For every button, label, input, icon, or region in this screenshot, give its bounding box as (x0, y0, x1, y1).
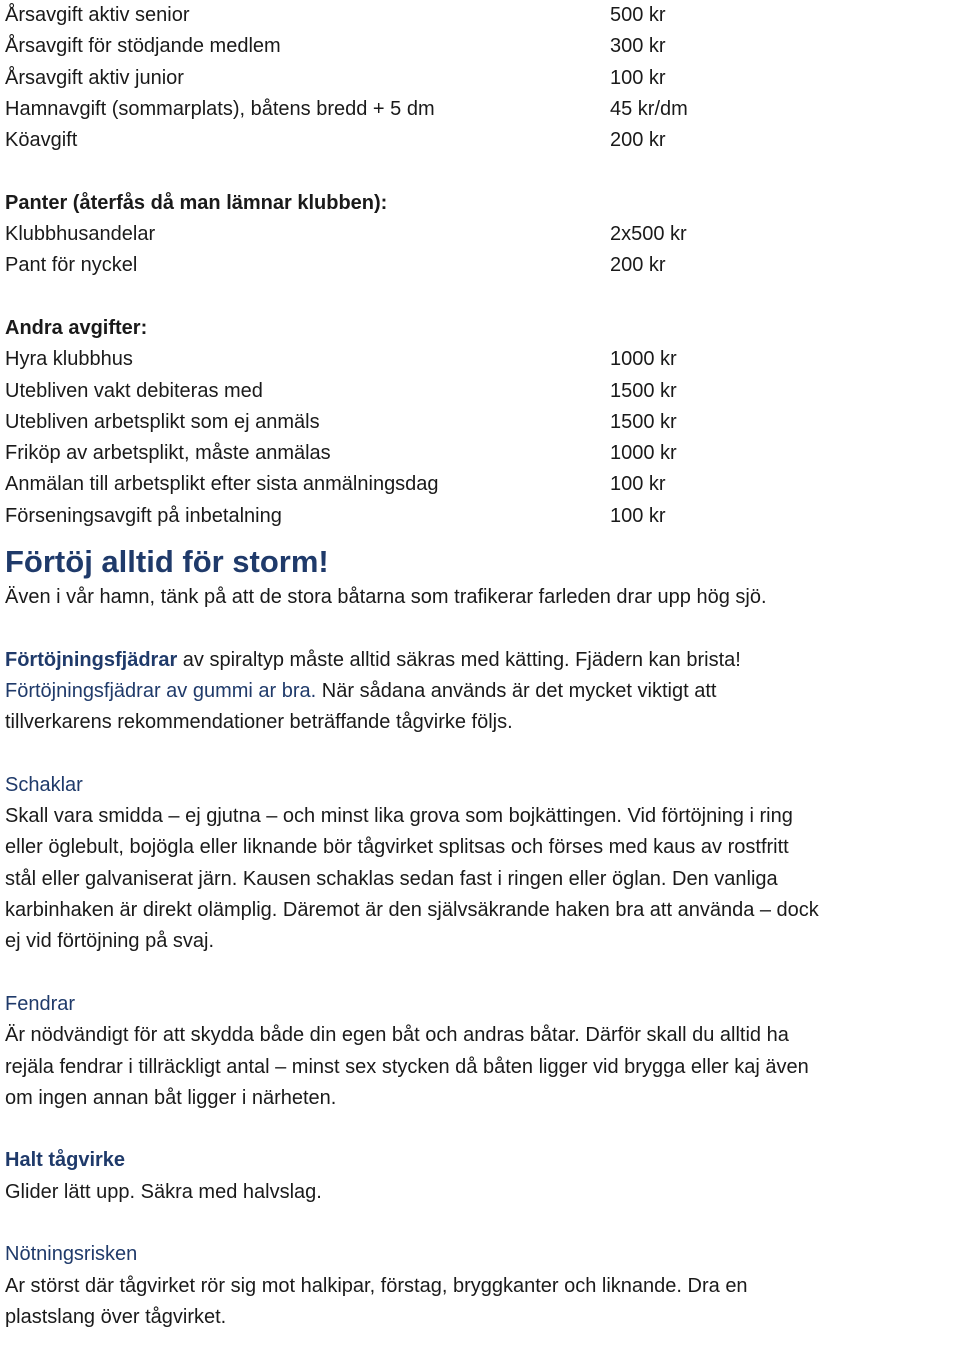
deposit-value: 2x500 kr (610, 223, 687, 246)
document-page (5, 0, 960, 1333)
other-fee-label: Utebliven vakt debiteras med (5, 379, 263, 402)
other-fee-label: Friköp av arbetsplikt, måste anmälas (5, 442, 331, 465)
fee-row (5, 125, 960, 156)
fee-value: 100 kr (610, 66, 666, 89)
mooring-title: Förtöj alltid för storm! (5, 544, 329, 580)
deposit-row (5, 219, 960, 250)
fenders-text-line: rejäla fendrar i tillräckligt antal – minst sex stycken då båten ligger vid brygga eller kaj även (5, 1055, 809, 1078)
springs-paragraph (5, 645, 960, 739)
other-fee-row (5, 469, 960, 500)
other-fees-section (5, 313, 960, 532)
other-fee-value: 1500 kr (610, 410, 677, 433)
other-fees-heading: Andra avgifter: (5, 316, 148, 339)
springs-term: Förtöjningsfjädrar (5, 648, 178, 671)
fee-value: 300 kr (610, 35, 666, 58)
fee-value: 45 kr/dm (610, 97, 688, 120)
other-fee-label: Anmälan till arbetsplikt efter sista anmälningsdag (5, 473, 439, 496)
mooring-intro: Även i vår hamn, tänk på att de stora båtarna som trafikerar farleden drar upp hög sjö. (5, 586, 767, 609)
other-fee-label: Utebliven arbetsplikt som ej anmäls (5, 410, 320, 433)
chafe-text-line: Ar störst där tågvirket rör sig mot halkipar, förstag, bryggkanter och liknande. Dra en (5, 1274, 748, 1297)
other-fee-value: 1500 kr (610, 379, 677, 402)
rope-text-line: Glider lätt upp. Säkra med halvslag. (5, 1180, 322, 1203)
deposit-value: 200 kr (610, 254, 666, 277)
other-fee-row (5, 438, 960, 469)
fee-label: Köavgift (5, 129, 78, 152)
rope-heading: Halt tågvirke (5, 1149, 126, 1172)
fenders-text-line: Är nödvändigt för att skydda både din egen båt och andras båtar. Därför skall du alltid ha (5, 1024, 789, 1047)
chafe-section (5, 1239, 960, 1333)
other-fee-row (5, 407, 960, 438)
other-fee-row (5, 376, 960, 407)
fee-value: 500 kr (610, 4, 666, 26)
fee-row (5, 63, 960, 94)
shackles-heading: Schaklar (5, 773, 83, 796)
springs-line3: tillverkarens rekommendationer beträffande tågvirke följs. (5, 711, 513, 734)
other-fee-row (5, 501, 960, 532)
shackles-text-line: karbinhaken är direkt olämplig. Däremot är den självsäkrande haken bra att använda – dock (5, 899, 819, 922)
springs-line2-highlight: Förtöjningsfjädrar av gummi ar bra. (5, 679, 317, 702)
deposit-row (5, 250, 960, 281)
other-fee-value: 100 kr (610, 504, 666, 527)
deposit-label: Pant för nyckel (5, 254, 138, 277)
other-fee-label: Hyra klubbhus (5, 348, 133, 371)
fee-value: 200 kr (610, 129, 666, 152)
fee-row (5, 0, 960, 31)
shackles-text-line: Skall vara smidda – ej gjutna – och minst lika grova som bojkättingen. Vid förtöjning i ring (5, 805, 793, 828)
other-fee-value: 1000 kr (610, 442, 677, 465)
springs-line1: av spiraltyp måste alltid säkras med kätting. Fjädern kan brista! (177, 648, 741, 671)
shackles-text-line: stål eller galvaniserat järn. Kausen schaklas sedan fast i ringen eller öglan. Den vanliga (5, 867, 778, 890)
fee-label: Årsavgift för stödjande medlem (5, 35, 281, 58)
deposits-section (5, 188, 960, 282)
shackles-text-line: ej vid förtöjning på svaj. (5, 930, 215, 953)
deposits-heading: Panter (återfås då man lämnar klubben): (5, 191, 388, 214)
deposit-label: Klubbhusandelar (5, 223, 156, 246)
fenders-section (5, 989, 960, 1114)
fee-row (5, 31, 960, 62)
fee-label: Hamnavgift (sommarplats), båtens bredd + 5 dm (5, 97, 435, 120)
shackles-section (5, 770, 960, 958)
other-fee-value: 1000 kr (610, 348, 677, 371)
springs-line2: När sådana används är det mycket viktigt att (316, 679, 717, 702)
fenders-heading: Fendrar (5, 992, 76, 1015)
chafe-heading: Nötningsrisken (5, 1243, 138, 1266)
fee-label: Årsavgift aktiv junior (5, 66, 184, 89)
fee-row (5, 94, 960, 125)
fee-label: Årsavgift aktiv senior (5, 4, 190, 26)
chafe-text-line: plastslang över tågvirket. (5, 1305, 227, 1328)
other-fee-value: 100 kr (610, 473, 666, 496)
shackles-text-line: eller öglebult, bojögla eller liknande bör tågvirket splitsas och förses med kaus av rostfritt (5, 836, 789, 859)
rope-section (5, 1145, 960, 1208)
fees-table (5, 0, 960, 156)
other-fee-row (5, 344, 960, 375)
fenders-text-line: om ingen annan båt ligger i närheten. (5, 1086, 337, 1109)
other-fee-label: Förseningsavgift på inbetalning (5, 504, 282, 527)
